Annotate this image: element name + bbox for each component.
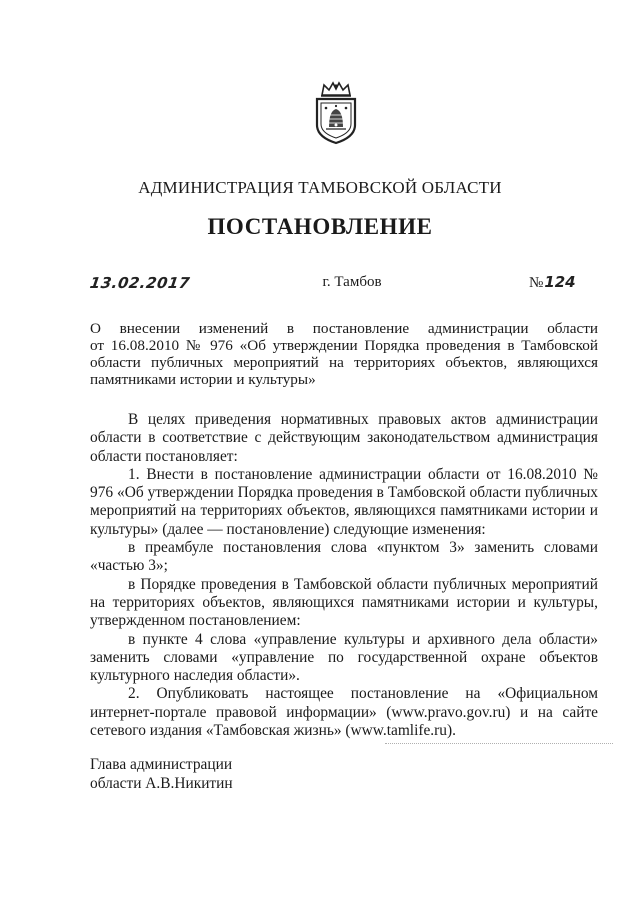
- document-body: [90, 411, 598, 740]
- body-paragraph: 1. Внести в постановление администрации области от 16.08.2010 № 976 «Об утверждении Порядка проведения в Тамбовской области публичных мероприятий на территориях объектов, являющихся памятниками истории и культуры» (далее — постановление) следующие изменения:: [90, 465, 598, 538]
- body-paragraph: В целях приведения нормативных правовых актов администрации области в соответствие с действующим законодательством администрация области постановляет:: [90, 411, 598, 465]
- body-paragraph: в преамбуле постановления слова «пунктом 3» заменить словами «частью 3»;: [90, 539, 598, 575]
- body-paragraph: 2. Опубликовать настоящее постановление на «Официальном интернет-портале правовой информации» (www.pravo.gov.ru) и на сайте сетевого издания «Тамбовская жизнь» (www.tamlife.ru).: [90, 685, 598, 740]
- document-number: [529, 273, 576, 292]
- subject-line-1: О внесении изменений в постановление администрации области: [90, 320, 598, 337]
- coat-of-arms-icon: [312, 81, 360, 145]
- number-sign: №: [529, 275, 544, 291]
- document-type-title: ПОСТАНОВЛЕНИЕ: [207, 214, 433, 239]
- document-subject: [90, 320, 598, 388]
- number-value: 124: [544, 273, 576, 291]
- subject-rest: от 16.08.2010 № 976 «Об утверждении Порядка проведения в Тамбовской области публичных мероприятий на территориях объектов, являющихся памятниками истории и культуры»: [90, 337, 598, 388]
- signature-position: Глава администрации: [90, 756, 233, 773]
- signature-block: [90, 755, 233, 793]
- document-date: 13.02.2017: [88, 274, 192, 292]
- signature-name: области А.В.Никитин: [90, 775, 233, 792]
- body-paragraph: в пункте 4 слова «управление культуры и архивного дела области» заменить словами «управление по государственной охране объектов культурного наследия области».: [90, 630, 598, 685]
- scan-dotted-line: [385, 743, 613, 746]
- organization-title: АДМИНИСТРАЦИЯ ТАМБОВСКОЙ ОБЛАСТИ: [138, 178, 502, 197]
- document-city: г. Тамбов: [322, 274, 382, 290]
- body-paragraph: в Порядке проведения в Тамбовской области публичных мероприятий на территориях объектов, являющихся памятниками истории и культуры, утвержденном постановлением:: [90, 575, 598, 630]
